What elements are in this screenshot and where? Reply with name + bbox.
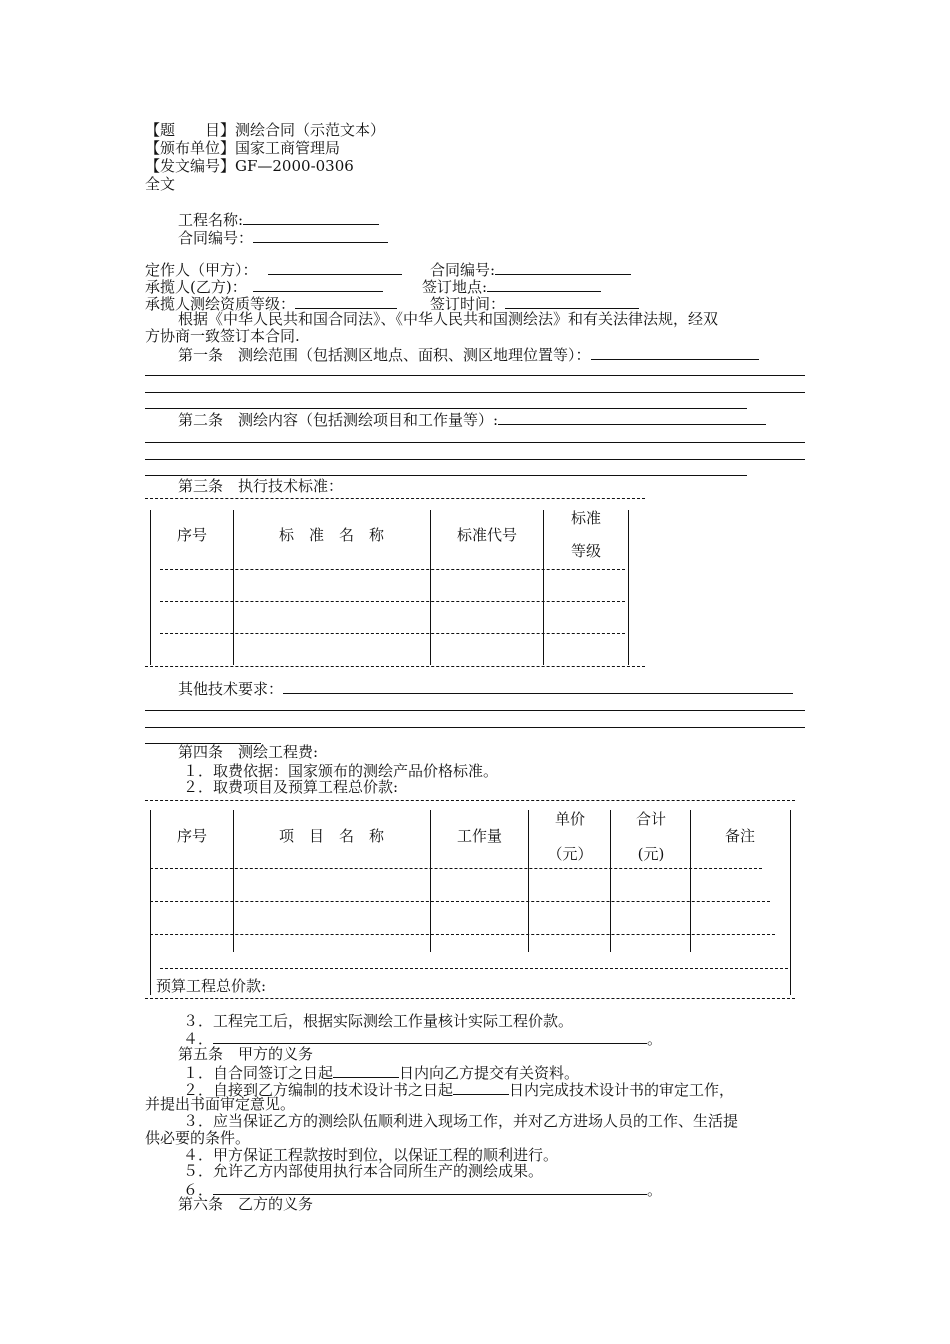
contract-number-label: 合同编号： — [178, 229, 254, 247]
article-4-heading: 第四条 测绘工程费: — [178, 743, 319, 761]
article-1-blank — [591, 345, 759, 360]
sign-place-blank — [487, 277, 601, 292]
project-name-field — [178, 210, 379, 229]
standards-header-level-2: 等级 — [570, 542, 601, 560]
contract-number-blank — [253, 228, 388, 243]
other-requirements-field — [178, 679, 793, 698]
article-5-item-2-start: ２．自接到乙方编制的技术设计书之日起 — [183, 1081, 454, 1099]
budget-header-workload: 工作量 — [456, 827, 502, 845]
budget-table-row-separator-4 — [160, 968, 788, 969]
standards-table-bottom-border — [145, 666, 645, 667]
budget-table-right-border — [790, 810, 791, 995]
budget-table-bottom-border — [145, 998, 795, 999]
qualification-label: 承揽人测绘资质等级： — [145, 295, 296, 313]
article-5-item-2-continued: 并提出书面审定意见。 — [145, 1095, 296, 1113]
doc-number-line: 【发文编号】GF—2000-0306 — [145, 157, 354, 175]
standards-header-level-1: 标准 — [570, 509, 601, 527]
article-5-item-1-start: １．自合同签订之日起 — [183, 1064, 334, 1082]
budget-header-unit-price: 单价 — [554, 810, 585, 828]
article-1-rule-3 — [145, 408, 747, 409]
party-b-blank — [253, 277, 383, 292]
article-5-item-1-end: 日内向乙方提交有关资料。 — [399, 1064, 580, 1082]
article-2-rule-2 — [145, 459, 805, 460]
article-5-item-6-blank — [213, 1180, 647, 1195]
doc-title-line: 【题 目】测绘合同（示范文本） — [145, 121, 386, 139]
party-a-label: 定作人（甲方）： — [145, 261, 258, 279]
contract-number-field — [178, 228, 388, 247]
standards-table-row-separator-1 — [160, 569, 625, 570]
preamble-line-1: 根据《中华人民共和国合同法》、《中华人民共和国测绘法》和有关法律法规，经双 — [178, 310, 719, 328]
budget-table-row-separator-3 — [150, 934, 775, 935]
sign-place-label: 签订地点: — [422, 278, 488, 296]
budget-table-divider-4 — [610, 810, 611, 952]
article-5-item-5: ５．允许乙方内部使用执行本合同所生产的测绘成果。 — [183, 1162, 544, 1180]
article-1-rule-1 — [145, 375, 805, 376]
article-4-item-4-number: ４． — [183, 1030, 214, 1048]
article-5-item-2-end: 日内完成技术设计书的审定工作， — [509, 1081, 735, 1099]
article-5-item-3-continued: 供必要的条件。 — [145, 1129, 251, 1147]
standards-header-name: 标 准 名 称 — [278, 526, 384, 544]
article-4-item-4-blank — [213, 1029, 647, 1044]
budget-table-divider-2 — [430, 810, 431, 952]
qualification-blank — [295, 294, 397, 309]
article-2-rule-1 — [145, 442, 805, 443]
article-4-item-3: ３．工程完工后，根据实际测绘工作量核计实际工程价款。 — [183, 1012, 574, 1030]
standards-header-code: 标准代号 — [456, 526, 517, 544]
budget-header-total: 合计 — [635, 810, 666, 828]
budget-header-unit-price-unit: （元） — [547, 845, 593, 863]
party-a-blank — [268, 260, 402, 275]
article-1-heading — [178, 345, 759, 364]
budget-total-label: 预算工程总价款: — [156, 977, 267, 995]
article-5-item-6-number: ６． — [183, 1181, 214, 1199]
doc-issuer-line: 【颁布单位】国家工商管理局 — [145, 139, 341, 157]
standards-table-divider-3 — [543, 510, 544, 665]
budget-table-divider-3 — [528, 810, 529, 952]
article-6-heading: 第六条 乙方的义务 — [178, 1195, 314, 1213]
budget-header-index: 序号 — [176, 827, 207, 845]
standards-table-right-border — [628, 510, 629, 665]
article-2-rule-3 — [145, 475, 747, 476]
article-2-blank — [498, 410, 766, 425]
article-2-label: 第二条 测绘内容（包括测绘项目和工作量等）: — [178, 411, 499, 429]
article-1-rule-2 — [145, 392, 805, 393]
budget-header-remarks: 备注 — [724, 827, 755, 845]
budget-header-item-name: 项 目 名 称 — [278, 827, 384, 845]
article-2-heading — [178, 410, 766, 429]
article-4-item-4-end: 。 — [647, 1030, 663, 1048]
parties-contract-no-blank — [495, 260, 631, 275]
article-5-item-1-blank — [333, 1063, 399, 1078]
full-text-label: 全文 — [145, 175, 176, 193]
standards-table-divider-1 — [233, 510, 234, 665]
article-5-heading: 第五条 甲方的义务 — [178, 1045, 314, 1063]
article-5-item-4: ４．甲方保证工程款按时到位，以保证工程的顺利进行。 — [183, 1146, 559, 1164]
budget-table-divider-1 — [233, 810, 234, 952]
standards-table-divider-2 — [430, 510, 431, 665]
standards-header-index: 序号 — [176, 526, 207, 544]
budget-table-left-border — [150, 810, 151, 995]
other-requirements-rule-1 — [145, 710, 805, 711]
budget-table-row-separator-2 — [150, 901, 770, 902]
budget-header-total-unit: (元) — [637, 845, 665, 863]
party-b-label: 承揽人(乙方)： — [145, 278, 247, 296]
article-5-item-2-blank — [453, 1080, 509, 1095]
sign-time-blank — [505, 294, 639, 309]
article-5-item-6-end: 。 — [647, 1181, 663, 1199]
budget-table-row-separator-1 — [150, 868, 762, 869]
article-3-heading: 第三条 执行技术标准： — [178, 477, 344, 495]
project-name-blank — [243, 210, 379, 225]
project-name-label: 工程名称: — [178, 211, 244, 229]
budget-table-divider-5 — [690, 810, 691, 952]
standards-table-row-separator-2 — [160, 601, 625, 602]
budget-table-top-border — [145, 800, 795, 801]
other-requirements-label: 其他技术要求： — [178, 680, 284, 698]
article-4-item-1: １．取费依据：国家颁布的测绘产品价格标准。 — [183, 762, 499, 780]
standards-table-row-separator-3 — [160, 633, 625, 634]
other-requirements-rule-2 — [145, 727, 805, 728]
article-4-item-2: ２．取费项目及预算工程总价款: — [183, 778, 399, 796]
parties-contract-no-label: 合同编号: — [430, 261, 496, 279]
preamble-line-2: 方协商一致签订本合同. — [145, 327, 300, 345]
sign-time-label: 签订时间： — [430, 295, 506, 313]
other-requirements-blank — [283, 679, 793, 694]
article-5-item-3: ３．应当保证乙方的测绘队伍顺利进入现场工作，并对乙方进场人员的工作、生活提 — [183, 1112, 739, 1130]
article-1-label: 第一条 测绘范围（包括测区地点、面积、测区地理位置等）： — [178, 346, 591, 364]
standards-table-top-border — [145, 498, 645, 499]
standards-table-left-border — [150, 510, 151, 665]
